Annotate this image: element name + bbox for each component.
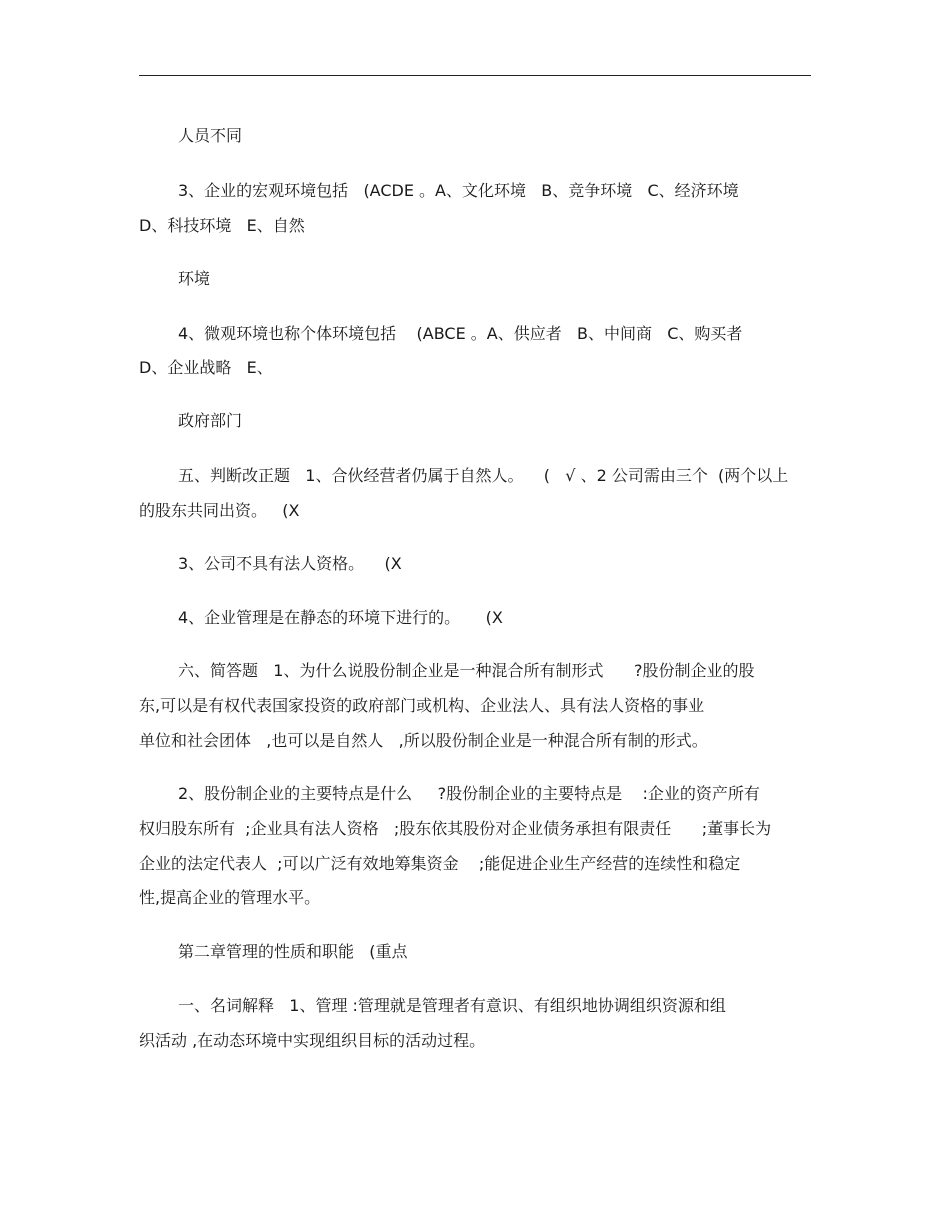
text-line: 五、判断改正题 1、合伙经营者仍属于自然人。 ( √ 、2 公司需由三个 (两个以上	[178, 466, 789, 485]
text-line: 环境	[178, 269, 211, 288]
text-line: 人员不同	[178, 126, 243, 145]
section-heading: 第二章管理的性质和职能 (重点	[178, 942, 408, 961]
text-line: 4、企业管理是在静态的环境下进行的。 (X	[178, 608, 503, 627]
text-line: 4、微观环境也称个体环境包括 (ABCE 。A、供应者 B、中间商 C、购买者	[178, 324, 743, 343]
text-line: 2、股份制企业的主要特点是什么 ?股份制企业的主要特点是 :企业的资产所有	[178, 784, 760, 803]
text-line: 企业的法定代表人 ;可以广泛有效地筹集资金 ;能促进企业生产经营的连续性和稳定	[139, 854, 741, 873]
text-line: 3、企业的宏观环境包括 (ACDE 。A、文化环境 B、竞争环境 C、经济环境	[178, 181, 739, 200]
text-line: 的股东共同出资。 (X	[139, 501, 300, 520]
text-line: 政府部门	[178, 411, 243, 430]
text-line: 六、简答题 1、为什么说股份制企业是一种混合所有制形式 ?股份制企业的股	[178, 661, 755, 680]
text-line: 织活动 ,在动态环境中实现组织目标的活动过程。	[139, 1031, 486, 1050]
text-line: D、科技环境 E、自然	[139, 216, 305, 235]
text-line: 一、名词解释 1、管理 :管理就是管理者有意识、有组织地协调组织资源和组	[178, 996, 726, 1015]
text-line: D、企业战略 E、	[139, 358, 273, 377]
text-line: 权归股东所有 ;企业具有法人资格 ;股东依其股份对企业债务承担有限责任 ;董事长为	[139, 819, 772, 838]
text-line: 性,提高企业的管理水平。	[139, 888, 321, 907]
text-line: 东,可以是有权代表国家投资的政府部门或机构、企业法人、具有法人资格的事业	[139, 696, 705, 715]
header-rule	[139, 75, 811, 76]
text-line: 单位和社会团体 ,也可以是自然人 ,所以股份制企业是一种混合所有制的形式。	[139, 731, 708, 750]
text-line: 3、公司不具有法人资格。 (X	[178, 554, 402, 573]
